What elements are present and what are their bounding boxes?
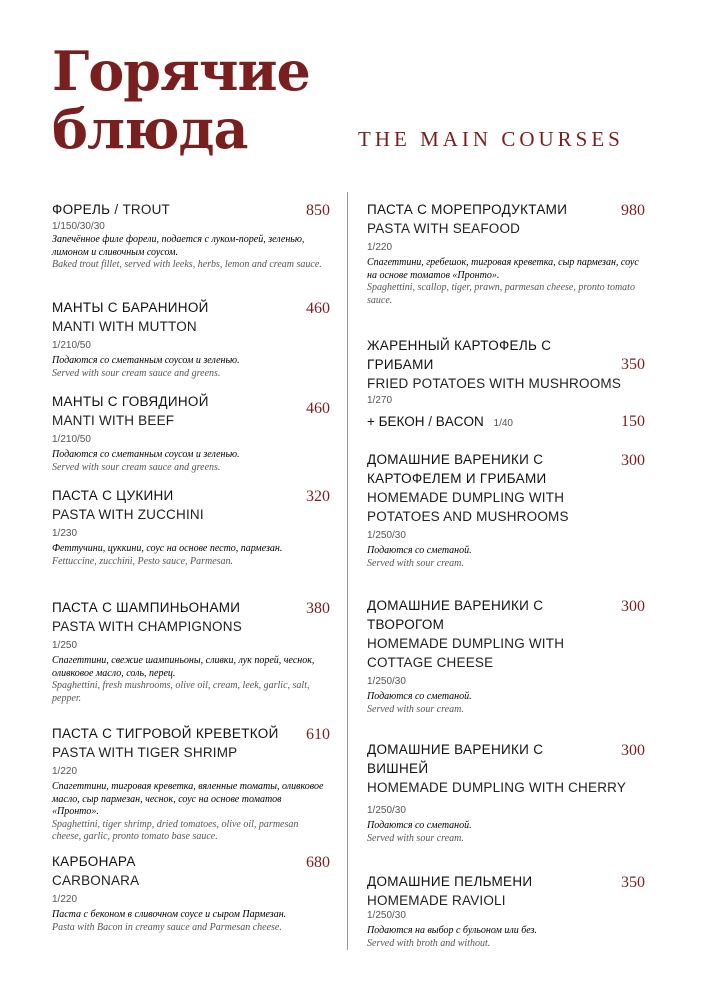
item-price: 320	[306, 488, 330, 505]
title-line-2: блюда	[52, 97, 248, 161]
item-price: 980	[621, 202, 645, 219]
item-price: 460	[306, 400, 330, 417]
item-description-ru: Подаются со сметанным соусом и зеленью.	[52, 355, 240, 366]
item-description-ru: Подаются со сметанным соусом и зеленью.	[52, 449, 240, 460]
item-description-ru: Спагеттини, гребешок, тигровая креветка, сыр пармезан, соус на основе томатов «Пронто».	[367, 257, 639, 281]
item-description-ru: Подаются со сметаной.	[367, 691, 472, 702]
item-weight: 1/220	[52, 766, 78, 777]
item-description-ru: Феттучини, цуккини, соус на основе песто, пармезан.	[52, 543, 283, 554]
item-weight: 1/250/30	[367, 676, 406, 687]
item-name-en: HOMEMADE RAVIOLI	[367, 893, 506, 908]
item-price: 380	[306, 600, 330, 617]
right-column	[367, 200, 645, 950]
item-weight: 1/210/50	[52, 340, 91, 351]
item-weight: 1/250/30	[367, 805, 406, 816]
addon-name-en: BACON	[435, 414, 484, 429]
item-name-en: PASTA WITH SEAFOOD	[367, 221, 521, 236]
item-description-ru: Подаются на выбор с бульоном или без.	[367, 925, 537, 936]
item-name: ФОРЕЛЬ / TROUT	[52, 202, 170, 217]
menu-item-dumplings-cherry	[367, 740, 645, 872]
item-name-en: TROUT	[122, 202, 170, 217]
item-price: 300	[621, 452, 645, 469]
item-description-ru: Спагеттини, свежие шампиньоны, сливки, лук порей, чеснок, оливковое масло, соль, перец.	[52, 655, 315, 679]
item-description-ru: Подаются со сметаной.	[367, 820, 472, 831]
column-divider	[347, 192, 348, 950]
addon-weight: 1/40	[493, 418, 513, 429]
item-weight: 1/220	[52, 894, 78, 905]
item-name-en: HOMEMADE DUMPLING WITH CHERRY	[367, 780, 627, 795]
item-price: 680	[306, 854, 330, 871]
item-weight: 1/150/30/30	[52, 221, 105, 232]
item-weight: 1/270	[367, 395, 393, 406]
item-description-en: Spaghettini, scallop, tiger, prawn, parmesan cheese, pronto tomato sauce.	[367, 282, 635, 306]
item-price: 350	[621, 874, 645, 891]
menu-item-dumplings-cottage-cheese	[367, 596, 645, 740]
addon-price: 150	[621, 413, 645, 430]
item-weight: 1/250/30	[367, 910, 406, 921]
title-line-1: Горячие	[52, 39, 310, 103]
menu-item-carbonara	[52, 852, 330, 934]
item-weight: 1/220	[367, 242, 393, 253]
item-weight: 1/210/50	[52, 434, 91, 445]
item-description-en: Spaghettini, fresh mushrooms, olive oil, cream, leek, garlic, salt, pepper.	[52, 680, 310, 704]
item-name-ru: ДОМАШНИЕ ВАРЕНИКИ С КАРТОФЕЛЕМ И ГРИБАМИ	[367, 452, 547, 486]
item-name-en: FRIED POTATOES WITH MUSHROOMS	[367, 376, 622, 391]
menu-item-pasta-seafood	[367, 200, 645, 336]
item-price: 850	[306, 202, 330, 219]
item-description-en: Served with broth and without.	[367, 937, 491, 949]
item-name-ru: МАНТЫ С ГОВЯДИНОЙ	[52, 394, 209, 409]
item-description-ru: Запечённое филе форели, подается с луком-порей, зеленью, лимоном и сливочным соусом.	[52, 234, 305, 258]
item-description-en: Served with sour cream.	[367, 832, 464, 844]
item-name-ru: ДОМАШНИЕ ВАРЕНИКИ С ВИШНЕЙ	[367, 742, 544, 776]
item-description-en: Pasta with Bacon in creamy sauce and Parmesan cheese.	[52, 921, 282, 933]
menu-item-pasta-tiger-shrimp	[52, 724, 330, 852]
item-name-en: PASTA WITH TIGER SHRIMP	[52, 745, 238, 760]
menu-item-trout	[52, 200, 330, 292]
item-price: 350	[621, 356, 645, 373]
item-name-ru: ПАСТА С МОРЕПРОДУКТАМИ	[367, 202, 568, 217]
item-description-ru: Спагеттини, тигровая креветка, вяленные томаты, оливковое масло, сыр пармезан, чеснок, соус на основе томатов «Пронто».	[52, 781, 324, 817]
item-name-en: PASTA WITH CHAMPIGNONS	[52, 619, 242, 634]
item-description-ru: Подаются со сметаной.	[367, 545, 472, 556]
item-name-ru: МАНТЫ С БАРАНИНОЙ	[52, 300, 209, 315]
menu-item-pasta-zucchini	[52, 486, 330, 598]
item-description-en: Baked trout fillet, served with leeks, herbs, lemon and cream sauce.	[52, 259, 322, 270]
menu-item-pasta-champignons	[52, 598, 330, 724]
item-weight: 1/250/30	[367, 530, 406, 541]
item-name-en: HOMEMADE DUMPLING WITH POTATOES AND MUSHROOMS	[367, 490, 569, 524]
bacon-addon: + БЕКОН / BACON 1/40 150	[367, 413, 645, 430]
item-name-en: PASTA WITH ZUCCHINI	[52, 507, 204, 522]
item-name-ru: ДОМАШНИЕ ВАРЕНИКИ С ТВОРОГОМ	[367, 598, 544, 632]
item-name-en: CARBONARA	[52, 873, 140, 888]
menu-item-dumplings-potato-mushroom	[367, 450, 645, 596]
item-name-ru: ЖАРЕННЫЙ КАРТОФЕЛЬ С ГРИБАМИ	[367, 338, 552, 372]
item-price: 300	[621, 598, 645, 615]
item-weight: 1/230	[52, 528, 78, 539]
item-description-en: Served with sour cream sauce and greens.	[52, 461, 221, 473]
item-weight: 1/250	[52, 640, 78, 651]
item-description-en: Spaghettini, tiger shrimp, dried tomatoes, olive oil, parmesan cheese, garlic, pronto tomato base sauce.	[52, 818, 299, 842]
page-subtitle: THE MAIN COURSES	[358, 127, 624, 151]
item-name-ru: ПАСТА С ЦУКИНИ	[52, 488, 174, 503]
item-name-ru: ПАСТА С ШАМПИНЬОНАМИ	[52, 600, 241, 615]
item-description-en: Fettuccine, zucchini, Pesto sauce, Parmesan.	[52, 555, 234, 567]
item-name-en: MANTI WITH BEEF	[52, 413, 175, 428]
item-price: 610	[306, 726, 330, 743]
item-name-en: MANTI WITH MUTTON	[52, 319, 197, 334]
item-description-en: Served with sour cream.	[367, 557, 464, 569]
left-column	[52, 200, 330, 934]
menu-item-fried-potatoes	[367, 336, 645, 450]
item-description-en: Served with sour cream.	[367, 703, 464, 715]
item-name-ru: ПАСТА С ТИГРОВОЙ КРЕВЕТКОЙ	[52, 726, 279, 741]
addon-name-ru: + БЕКОН	[367, 414, 425, 429]
item-price: 460	[306, 300, 330, 317]
menu-item-manti-beef	[52, 392, 330, 486]
item-name-en: HOMEMADE DUMPLING WITH COTTAGE CHEESE	[367, 636, 565, 670]
menu-item-ravioli	[367, 872, 645, 950]
page-title	[52, 39, 310, 161]
item-price: 300	[621, 742, 645, 759]
item-name-ru: КАРБОНАРА	[52, 854, 136, 869]
item-description-en: Served with sour cream sauce and greens.	[52, 367, 221, 379]
menu-item-manti-mutton	[52, 298, 330, 392]
item-description-ru: Паста с беконом в сливочном соусе и сыром Пармезан.	[52, 909, 287, 920]
item-name-ru: ДОМАШНИЕ ПЕЛЬМЕНИ	[367, 874, 533, 889]
